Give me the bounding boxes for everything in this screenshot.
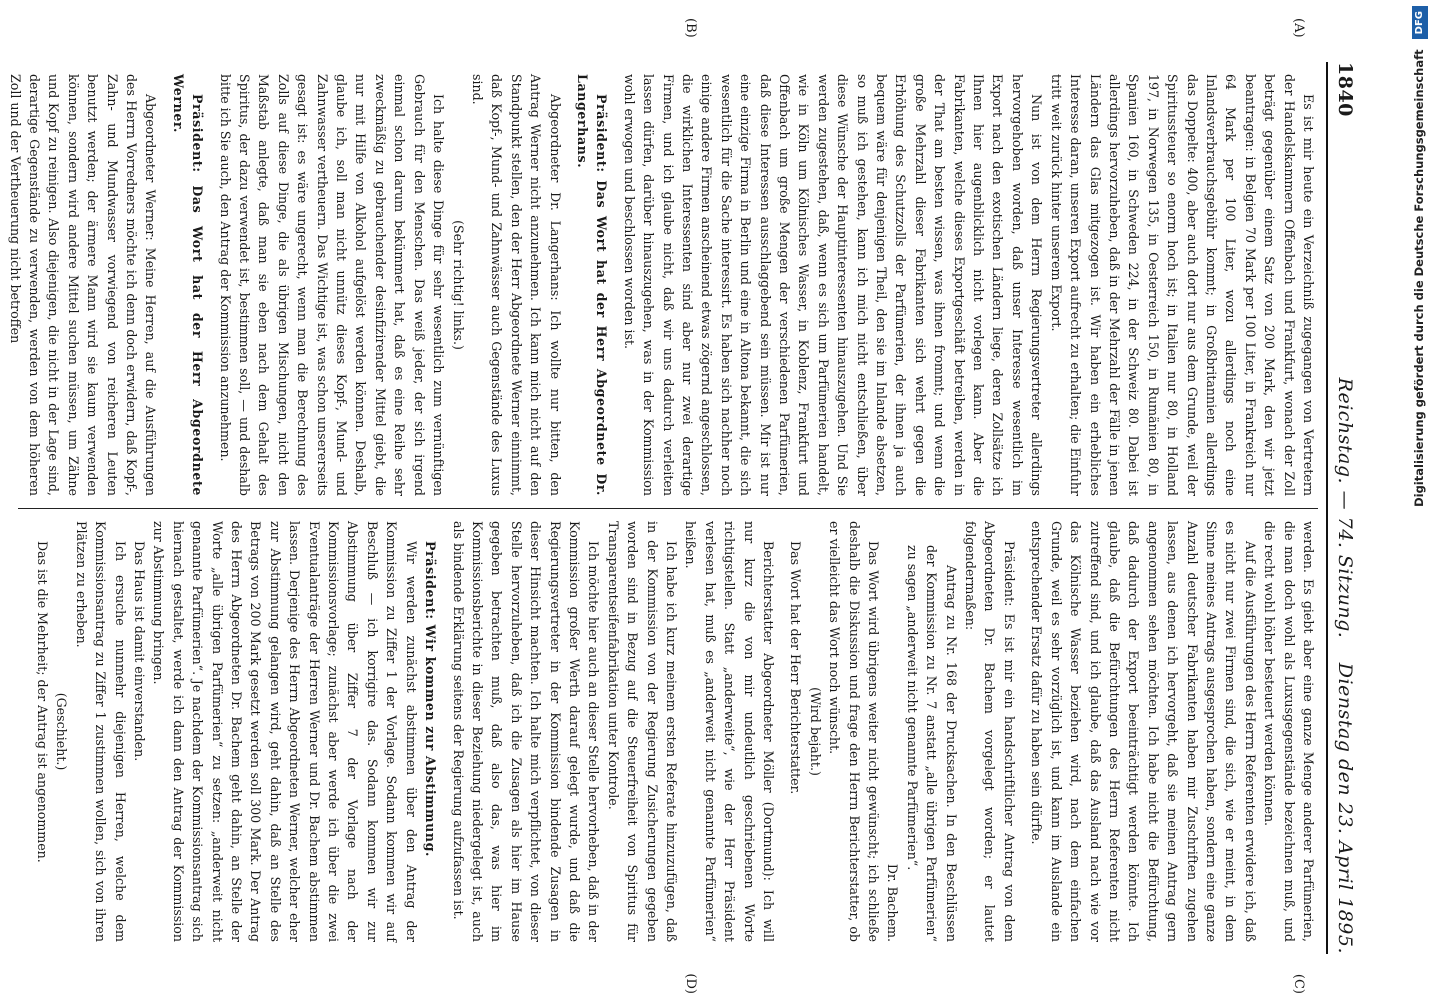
paragraph: Das Wort hat der Herr Berichterstatter. — [788, 541, 804, 795]
paragraph: Abgeordneter Werner: Meine Herren, auf die Ausführungen des Herrn Vorredners möchte ich denn doch erwidern, daß Kopf-, Zahn- und Mundwasser vorwiegend von reicheren Leuten benutzt werden; der ärmere Mann wird sie kaum verwenden können, sondern wird andere Mittel suchen müssen, um Zähne und Kopf zu reinigen. Also diejenigen, die nicht in der Lage sind, derartige Gegenstände zu verwenden, werden von dem höheren Zoll und der Vertheuerung nicht betroffen — [7, 74, 159, 496]
dfg-logo: DFG — [1412, 6, 1428, 39]
speaker-line: Präsident: Das Wort hat der Herr Abgeordnete Dr. Langerhans. — [574, 74, 610, 496]
motion-signature: Dr. Bachem. — [885, 863, 901, 942]
interjection: (Wird bejaht.) — [807, 687, 823, 776]
paragraph: Nun ist von dem Herrn Regierungsvertreter allerdings hervorgehoben worden, daß unser Interesse wesentlich im Export nach den exotischen Ländern liege, deren Zollsätze ich Ihnen hier augenblicklich nicht vorlegen kann. Aber die Fabrikanten, welche dieses Exportgeschäft betreiben, werden in der That am besten wissen, was ihnen frommt; und wenn die große Mehrzahl dieser Fabrikanten sich wehrt gegen die Erhöhung des Schutzzolls der Parfümerien, der ihnen ja auch bequem wäre für denjenigen Theil, den sie im Inlande absetzen, so muß ich gestehen, kann ich mich nicht entschließen, über diese Wünsche der Hauptinteressenten hinauszugehen. Und Sie werden zugestehen, daß, wenn es sich um Parfümerien handelt, wie in Köln um Kölnisches Wasser, in Koblenz, Frankfurt und Offenbach um große Mengen der verschiedenen Parfümerien, daß diese Interessen ausschlaggebend sein müssen. Mir ist nur eine einzige Firma in Berlin und eine in Altona bekannt, die sich wesentlich für die Sache interessirt. Es haben sich nachher noch einige andere Firmen anscheinend etwas zögernd angeschlossen, die wirklichen Interessenten sind aber nur zwei derartige Firmen, und ich glaube nicht, daß wir uns dadurch verleiten lassen dürfen, darüber hinauszugehen, was in der Kommission wohl erwogen und beschlossen worden ist. — [621, 74, 1045, 496]
right-column — [18, 508, 1318, 954]
paragraph: Das Haus ist damit einverstanden. — [132, 541, 148, 762]
interjection: (Geschieht.) — [54, 692, 70, 771]
motion-text: Antrag zu Nr. 168 der Drucksachen. In den Beschlüssen der Kommission zu Nr. 7 anstatt „alle übrigen Parfümerien“ zu sagen „anderweit nicht genannte Parfümerien“. — [904, 545, 959, 942]
paragraph: Berichterstatter Abgeordneter Möller (Dortmund): Ich will nur kurz die von mir undeutlich geschriebenen Worte richtigstellen. Statt „anderweite“, wie der Herr Präsident verlesen hat, muß es „anderweit nicht genannte Parfümerien“ heißen. — [683, 521, 777, 942]
paragraph: Ich möchte hier auch an dieser Stelle hervorheben, daß in der Kommission großer Werth darauf gelegt wurde, und daß die Regierungsvertreter in der Kommission bindende Zusagen in dieser Hinsicht machten. Ich halte mich verpflichtet, von dieser Stelle hervorzuheben, daß ich die Zusagen als hier im Hause gegeben betrachten muß, daß also das, was hier im Kommissionsberichte in dieser Beziehung niedergelegt ist, auch als bindende Erklärung seitens der Regierung aufzufassen ist. — [450, 521, 602, 942]
margin-marker-b: (B) — [683, 18, 698, 38]
paragraph: Präsident: Es ist mir ein handschriftlicher Antrag von dem Abgeordneten Dr. Bachem vorgelegt worden; er lautet folgendermaßen: — [963, 521, 1017, 942]
paragraph: Auf die Ausführungen des Herrn Referenten erwidere ich, daß es nicht nur zwei Firmen sind, die sich, wie er meint, in dem Sinne meines Antrags ausgesprochen haben, sondern eine ganze Anzahl deutscher Fabrikanten haben mir Zuschriften zugehen lassen, aus denen ich hervorgeht, daß sie meinen Antrag gern angenommen sehen möchten. Ich habe nicht die Befürchtung, daß dadurch der Export beeinträchtigt werden könnte. Ich glaube, daß die Befürchtungen des Herrn Referenten nicht zutreffend sind, und ich glaube, daß das Ausland nach wie vor das Kölnische Wasser beziehen wird, nach dem einfachen Grunde, weil es sehr vorzüglich ist, und kann im Auslande ein entsprechender Ersatz dafür zu haben sein dürfte. — [1029, 521, 1258, 942]
paragraph: Ich ersuche nunmehr diejenigen Herren, welche dem Kommissionsantrag zu Ziffer 1 zustimmen wollen, sich von ihren Plätzen zu erheben. — [73, 521, 128, 942]
page-number: 1840 — [1334, 62, 1356, 117]
margin-marker-c: (C) — [1291, 973, 1306, 994]
speaker-line: Präsident: Wir kommen zur Abstimmung. — [423, 541, 439, 857]
left-column — [7, 62, 1318, 508]
paragraph: Ich habe ich kurz meinem ersten Referate hinzuzufügen, daß in der Kommission von der Regierung Zusicherungen gegeben worden sind in Bezug auf die Steuerfreiheit von Spiritus für Transparentseifenfabrikation unter Kontrole. — [605, 521, 679, 942]
credit-text: Digitalisierung gefördert durch die Deutsche Forschungsgemeinschaft — [1412, 49, 1426, 507]
page-header — [1326, 62, 1362, 954]
speaker-line: Präsident: Das Wort hat der Herr Abgeordnete Werner. — [170, 74, 206, 496]
digitization-credit — [1408, 0, 1430, 1000]
paragraph: Ich halte diese Dinge für sehr wesentlich zum vernünftigen Gebrauch für den Menschen. Das weiß jeder, der sich irgend einmal schon darum bekümmert hat, daß es eine Reihe sehr zweckmäßig zu gebrauchender desinfizirender Mittel giebt, die nur mit Hilfe von Alkohol aufgelöst werden können. Deshalb, glaube ich, soll man nicht unnütz dieses Kopf-, Mund- und Zahnwasser vertheuern. Das Wichtige ist, was schon unsererseits gesagt ist: es wäre ungerecht, wenn man die Berechnung des Zolls auf diese Dinge, die als übrigen Mischungen, nicht den Maßstab anlegte, daß man sie eben nach dem Gehalt des Spiritus, der dazu verwendet ist, bestimmen soll, — und deshalb bitte ich Sie auch, den Antrag der Kommission anzunehmen. — [217, 74, 447, 496]
margin-marker-a: (A) — [1291, 18, 1306, 38]
text-columns — [7, 18, 1318, 994]
paragraph: Das Wort wird übrigens weiter nicht gewünscht; ich schließe deshalb die Diskussion und frage den Herrn Berichterstatter, ob er vielleicht das Wort noch wünscht. — [827, 521, 882, 942]
paragraph: Abgeordneter Dr. Langerhans: Ich wollte nur bitten, den Antrag Werner nicht anzunehmen. Ich kann mich nicht auf den Standpunkt stellen, den der Herr Abgeordnete Werner einnimmt, daß Kopf-, Mund- und Zahnwässer auch Gegenstände des Luxus sind. — [469, 74, 563, 496]
paragraph: Es ist mir heute ein Verzeichniß zugegangen von Vertretern der Handelskammern Offenbach und Frankfurt, wonach der Zoll beträgt gegenüber einem Satz von 200 Mark, den wir jetzt beantragen: in Belgien 70 Mark per 100 Liter, in Frankreich nur 64 Mark per 100 Liter, wozu allerdings noch eine Inlandsverbrauchsgebühr kommt; in Großbritannien allerdings das Doppelte: 400, aber auch dort nur aus dem Grunde, weil der Spiritussteuer so enorm hoch ist; in Italien nur 80, in Holland 197, in Norwegen 135, in Oesterreich 150, in Rumänien 80, in Spanien 160, in Schweden 224, in der Schweiz 80. Dabei ist allerdings hervorzuheben, daß in der Mehrzahl der Fälle in jenen Ländern das Glas mitgezogen ist. Wir haben ein erhebliches Interesse daran, unseren Export aufrecht zu erhalten; die Einfuhr tritt weit zurück hinter unserem Export. — [1048, 74, 1316, 496]
session-title: Reichstag. — 74. Sitzung. — [1334, 377, 1356, 639]
session-date: Dienstag den 23. April 1895. — [1334, 662, 1356, 954]
paragraph: werden. Es giebt aber eine ganze Menge anderer Parfümerien, die man doch wohl als Luxusgegenstände bezeichnen muß, und die recht wohl höher besteuert werden können. — [1262, 521, 1316, 942]
paragraph: Wir werden zunächst abstimmen über den Antrag der Kommission zu Ziffer 1 der Vorlage. Sodann kommen wir auf Beschluß — ich korrigire das. Sodann kommen wir zur Abstimmung über Ziffer 7 der Vorlage nach der Kommissionsvorlage; zunächst aber werde ich über die zwei Eventualanträge der Herren Werner und Dr. Bachem abstimmen lassen. Derjenige des Herrn Abgeordneten Werner, welcher eher zur Abstimmung gelangen wird, geht dahin, daß an Stelle des Betrags von 200 Mark gesetzt werden soll 300 Mark. Der Antrag des Herrn Abgeordneten Dr. Bachem geht dahin, an Stelle der Worte „alle übrigen Parfümerien“ zu setzen: „anderweit nicht genannte Parfümerien“. Je nachdem der Kommissionsantrag sich hiernach gestaltet, werde ich dann den Antrag der Kommission zur Abstimmung bringen. — [151, 521, 419, 942]
margin-marker-d: (D) — [683, 973, 698, 994]
paragraph: Das ist die Mehrheit; der Antrag ist angenommen. — [35, 541, 50, 863]
interjection: (Sehr richtig! links.) — [450, 220, 466, 350]
